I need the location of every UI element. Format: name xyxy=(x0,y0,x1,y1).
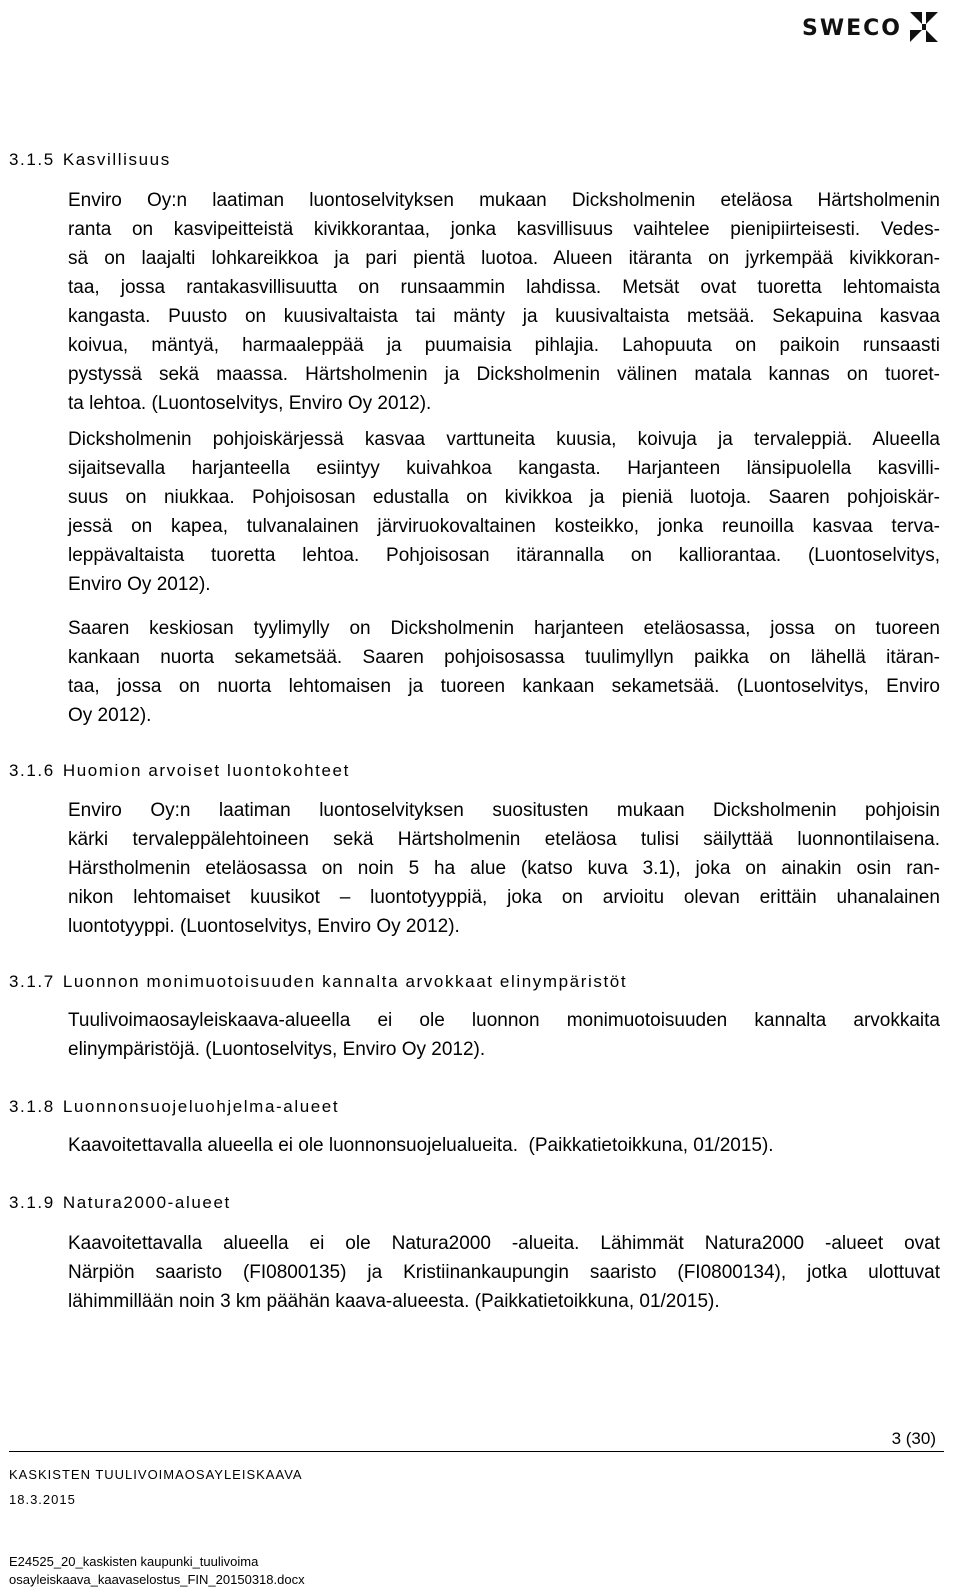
text-line: suus on niukkaa. Pohjoisosan edustalla on kivikkoa ja pieniä luotoja. Saaren pohjoiskär- xyxy=(68,487,940,508)
paragraph-natura xyxy=(68,1229,940,1316)
text-line: lähimmillään noin 3 km päähän kaava-alueesta. (Paikkatietoikkuna, 01/2015). xyxy=(68,1291,720,1312)
paragraph-kasvillisuus-3 xyxy=(68,614,940,730)
text-line: kärki tervaleppälehtoineen sekä Härtsholmenin eteläosa tulisi säilyttää luonnontilaisena. xyxy=(68,829,940,850)
sweco-logo xyxy=(802,8,942,48)
text-line: sijaitsevalla harjanteella esiintyy kuivahkoa kangasta. Harjanteen länsipuolella kasvilli- xyxy=(68,458,940,479)
text-line: pystyssä sekä maassa. Härtsholmenin ja Dicksholmenin välinen matala kannas on tuoret- xyxy=(68,364,940,385)
section-heading-3-1-7 xyxy=(9,972,627,992)
text-line: Tuulivoimaosayleiskaava-alueella ei ole luonnon monimuotoisuuden kannalta arvokkaita xyxy=(68,1010,940,1031)
text-line: Närpiön saaristo (FI0800135) ja Kristiinankaupungin saaristo (FI0800134), jotka ulottuvat xyxy=(68,1262,940,1283)
section-number: 3.1.6 xyxy=(9,761,55,780)
text-line: Saaren keskiosan tyylimylly on Dicksholmenin harjanteen eteläosassa, jossa on tuoreen xyxy=(68,618,940,639)
section-number: 3.1.5 xyxy=(9,150,55,169)
sweco-logo-icon xyxy=(906,8,942,48)
footer-document-title: KASKISTEN TUULIVOIMAOSAYLEISKAAVA xyxy=(9,1467,303,1482)
text-line: Enviro Oy 2012). xyxy=(68,574,211,595)
text-line: nikon lehtomaiset kuusikot – luontotyyppiä, joka on arvioitu olevan erittäin uhanalainen xyxy=(68,887,940,908)
section-number: 3.1.7 xyxy=(9,972,55,991)
text-line: leppävaltaista tuoretta lehtoa. Pohjoisosan itärannalla on kalliorantaa. (Luontoselvitys, xyxy=(68,545,940,566)
text-line: jessä on kapea, tulvanalainen järviruokovaltainen kosteikko, jonka reunoilla kasvaa terva- xyxy=(68,516,940,537)
text-line: taa, jossa on nuorta lehtomaisen ja tuoreen kankaan sekametsää. (Luontoselvitys, Enviro xyxy=(68,676,940,697)
section-title: Kasvillisuus xyxy=(62,150,171,169)
section-heading-3-1-6 xyxy=(9,761,350,781)
text-line: Kaavoitettavalla alueella ei ole luonnonsuojelualueita. (Paikkatietoikkuna, 01/2015). xyxy=(68,1135,774,1156)
footer-filename-line-1: E24525_20_kaskisten kaupunki_tuulivoima xyxy=(9,1554,259,1569)
text-line: Enviro Oy:n laatiman luontoselvityksen suositusten mukaan Dicksholmenin pohjoisin xyxy=(68,800,940,821)
text-line: ta lehtoa. (Luontoselvitys, Enviro Oy 2012). xyxy=(68,393,432,414)
text-line: kankaan nuorta sekametsää. Saaren pohjoisosassa tuulimyllyn paikka on lähellä itäran- xyxy=(68,647,940,668)
section-title: Natura2000-alueet xyxy=(62,1193,231,1212)
paragraph-luonnonsuojelu xyxy=(68,1131,940,1160)
text-line: ranta on kasvipeitteistä kivikkorantaa, jonka kasvillisuus vaihtelee pienipiirteisesti. Vedes- xyxy=(68,219,940,240)
text-line: elinympäristöjä. (Luontoselvitys, Enviro Oy 2012). xyxy=(68,1039,486,1060)
paragraph-kasvillisuus-1 xyxy=(68,186,940,418)
text-line: koivua, mäntyä, harmaaleppää ja puumaisia pihlajia. Lahopuuta on paikoin runsaasti xyxy=(68,335,940,356)
section-title: Huomion arvoiset luontokohteet xyxy=(62,761,350,780)
section-title: Luonnonsuojeluohjelma-alueet xyxy=(62,1097,340,1116)
text-line: Dicksholmenin pohjoiskärjessä kasvaa varttuneita kuusia, koivuja ja tervaleppiä. Alueella xyxy=(68,429,940,450)
text-line: taa, jossa rantakasvillisuutta on runsaammin lahdissa. Metsät ovat tuoretta lehtomaista xyxy=(68,277,940,298)
text-line: Enviro Oy:n laatiman luontoselvityksen mukaan Dicksholmenin eteläosa Härtsholmenin xyxy=(68,190,940,211)
logo-text: SWECO xyxy=(802,15,902,41)
text-line: Oy 2012). xyxy=(68,705,152,726)
text-line: Härstholmenin eteläosassa on noin 5 ha alue (katso kuva 3.1), joka on ainakin osin ran- xyxy=(68,858,940,879)
paragraph-elinymparistot xyxy=(68,1006,940,1064)
text-line: luontotyyppi. (Luontoselvitys, Enviro Oy 2012). xyxy=(68,916,460,937)
section-number: 3.1.8 xyxy=(9,1097,55,1116)
section-heading-3-1-8 xyxy=(9,1097,339,1117)
paragraph-luontokohteet xyxy=(68,796,940,941)
footer-date: 18.3.2015 xyxy=(9,1492,76,1507)
page-number: 3 (30) xyxy=(891,1429,936,1448)
text-line: sä on laajalti lohkareikkoa ja pari pientä luotoa. Alueen itäranta on jyrkempää kivikkoran- xyxy=(68,248,940,269)
paragraph-kasvillisuus-2 xyxy=(68,425,940,599)
footer-filename-line-2: osayleiskaava_kaavaselostus_FIN_20150318.docx xyxy=(9,1572,305,1587)
section-heading-3-1-9 xyxy=(9,1193,231,1213)
footer-divider xyxy=(9,1451,944,1452)
section-title: Luonnon monimuotoisuuden kannalta arvokkaat elinympäristöt xyxy=(62,972,628,991)
section-number: 3.1.9 xyxy=(9,1193,55,1212)
text-line: kangasta. Puusto on kuusivaltaista tai mänty ja kuusivaltaista metsää. Sekapuina kasvaa xyxy=(68,306,940,327)
text-line: Kaavoitettavalla alueella ei ole Natura2000 -alueita. Lähimmät Natura2000 -alueet ovat xyxy=(68,1233,940,1254)
section-heading-3-1-5 xyxy=(9,150,171,170)
